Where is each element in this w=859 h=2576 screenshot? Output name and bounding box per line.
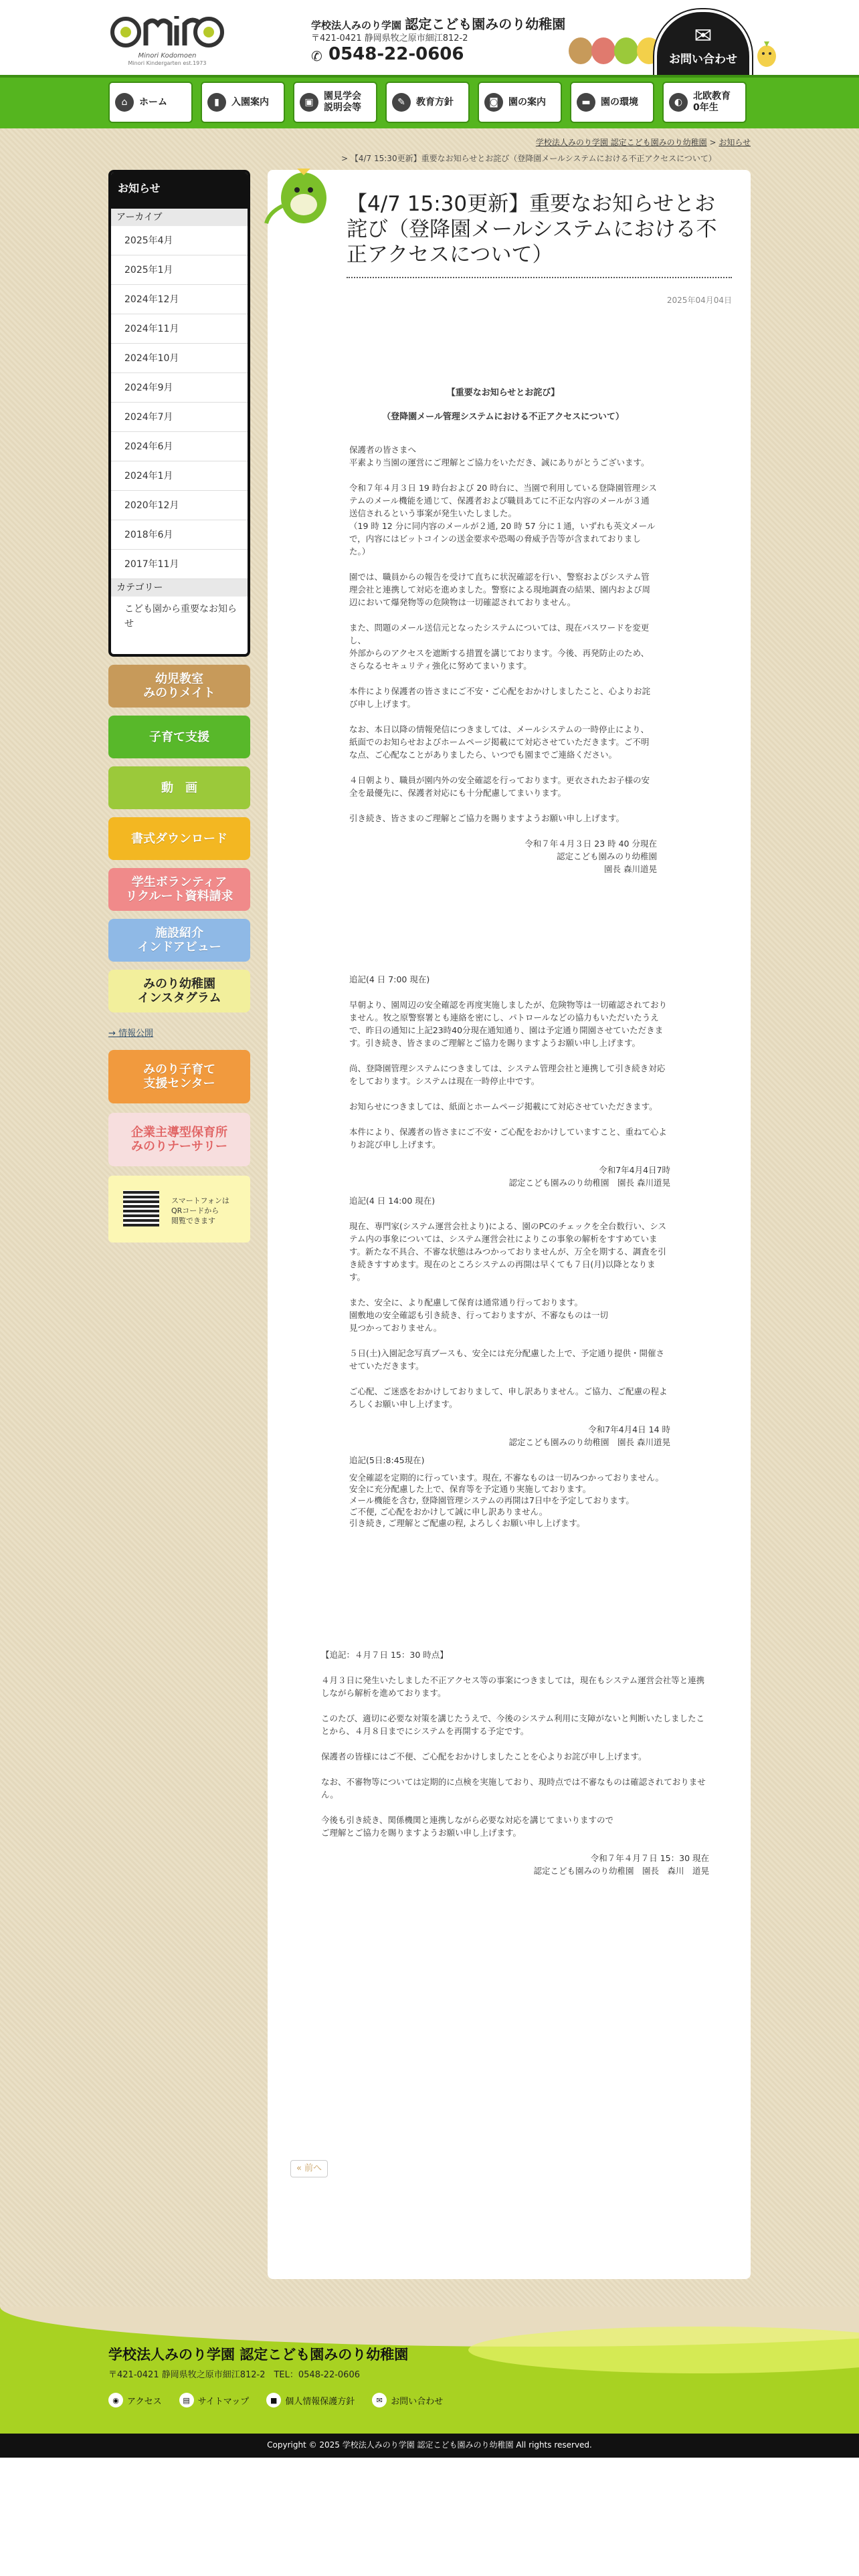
article-body-2 <box>349 973 670 1529</box>
bus-icon: ▣ <box>300 93 318 112</box>
archive-item[interactable]: 2025年1月 <box>111 255 248 285</box>
signature-line: 認定こども園みのり幼稚園 <box>556 851 657 861</box>
signature-2 <box>349 1164 670 1189</box>
signature-5 <box>321 1852 709 1877</box>
article-date: 2025年04月04日 <box>666 296 732 305</box>
archive-item[interactable]: 2025年4月 <box>111 226 248 255</box>
environment-icon: ▬ <box>577 93 595 112</box>
archive-item[interactable]: 2017年11月 <box>111 550 248 579</box>
archive-item[interactable]: 2024年11月 <box>111 314 248 344</box>
copyright: Copyright © 2025 学校法人みのり学園 認定こども園みのり幼稚園 All rights reserved. <box>0 2434 859 2458</box>
archive-item[interactable]: 2024年6月 <box>111 432 248 461</box>
signature-line: 園長 森川道晃 <box>604 864 657 874</box>
logo-mark <box>108 5 226 51</box>
sidebar-banner-3[interactable]: 書式ダウンロード <box>108 817 250 860</box>
qr-text: スマートフォンは QRコードから 閲覧できます <box>171 1196 229 1225</box>
nav-item-1[interactable] <box>201 82 285 123</box>
archive-item[interactable]: 2024年12月 <box>111 285 248 314</box>
article-subheading: （登降園メール管理システムにおける不正アクセスについて） <box>382 412 624 422</box>
sidebar-banner2-1[interactable]: 企業主導型保育所 みのりナーサリー <box>108 1113 250 1166</box>
org-name: 学校法人みのり学園 認定こども園みのり幼稚園 <box>311 16 566 32</box>
nav-item-label: 教育方針 <box>416 96 454 108</box>
footer-link-label: アクセス <box>127 2396 162 2407</box>
nav-item-0[interactable] <box>108 82 193 123</box>
home-icon: ⌂ <box>115 93 134 112</box>
sidebar-banner-6[interactable]: みのり幼稚園 インスタグラム <box>108 970 250 1012</box>
news-widget-title: お知らせ <box>111 173 248 209</box>
breadcrumb-home[interactable]: 学校法人みのり学園 認定こども園みのり幼稚園 <box>535 138 707 147</box>
article-body-3 <box>321 1648 709 1877</box>
footer-address: 〒421-0421 静岡県牧之原市細江812-2 TEL：0548-22-0606 <box>108 2370 360 2380</box>
mascot-icon <box>262 159 336 233</box>
bird-mascot <box>755 39 779 68</box>
signature-line: 令和７年４月７日 15：30 現在 <box>590 1853 709 1863</box>
signature-3 <box>349 1423 670 1448</box>
nav-item-label: 北欧教育 0年生 <box>693 91 731 113</box>
nav-item-3[interactable] <box>385 82 470 123</box>
archive-list <box>111 226 248 579</box>
signature-line: 令和7年4月4日7時 <box>599 1165 670 1175</box>
breadcrumb-parent[interactable]: お知らせ <box>719 138 751 147</box>
paragraph: 本件により保護者の皆さまにご不安・ご心配をおかけしましたこと、心よりお詫び申し上げます。 <box>349 686 651 709</box>
footer-name: 学校法人みのり学園 認定こども園みのり幼稚園 <box>108 2347 409 2363</box>
paragraph: 保護者の皆様にはご不便、ご心配をおかけしましたことを心よりお詫び申し上げます。 <box>321 1751 647 1761</box>
footer-link-3[interactable] <box>372 2393 443 2407</box>
paragraph: ご心配、ご迷惑をおかけしておりまして、申し訳ありません。ご協力、ご配慮の程よろしくお願い申し上げます。 <box>349 1386 668 1409</box>
nav-item-label: 園の案内 <box>508 96 546 108</box>
paragraph: ４月３日に発生いたしました不正アクセス等の事案につきましては，現在もシステム運営会社等と連携しながら解析を進めております。 <box>321 1675 705 1698</box>
article-title: 【4/7 15:30更新】重要なお知らせとお詫び（登降園メールシステムにおける不正アクセスについて） <box>347 192 717 267</box>
sidebar-banner-2[interactable]: 動 画 <box>108 766 250 809</box>
nav-item-5[interactable] <box>570 82 654 123</box>
sidebar-banner-4[interactable]: 学生ボランティア リクルート資料請求 <box>108 868 250 911</box>
building-icon: ◙ <box>484 93 503 112</box>
section-2-heading: 追記(4 日 7:00 現在) <box>349 974 430 984</box>
archive-item[interactable]: 2018年6月 <box>111 520 248 550</box>
paragraph: 引き続き、皆さまのご理解とご協力を賜りますようお願い申し上げます。 <box>349 813 625 823</box>
section-4: 安全確認を定期的に行っています。現在, 不審なものは一切みつかっておりません。 安全に充分配慮した上で、保育等を予定通り実施しております。 メール機能を含む, 登降園管理システムの再開は7日中を予定しております。 ご不便, ご心配をおかけして誠に申し訳ありません。 引き続き, ご理解とご配慮の程, よろしくお願い申し上げます。 <box>349 1473 664 1528</box>
archive-item[interactable]: 2024年10月 <box>111 344 248 373</box>
sun-icon: ◐ <box>669 93 688 112</box>
paragraph: 現在、専門家(システム運営会社より)による、園のPCのチェックを全台数行い、システム内の事象については、システム運営会社によりこの事象の解析をすすめています。新たな不具合、不審な状態はみつかっておりませんが、万全を期する、調査を引き続きすすめます。現在のところシステムの再開は早くても７日(月)以降となります。 <box>349 1221 667 1282</box>
header-address: 〒421-0421 静岡県牧之原市細江812-2 <box>311 33 468 43</box>
section-5 <box>321 1674 709 1839</box>
paragraph: また、問題のメール送信元となったシステムについては、現在パスワードを変更し、 外部からのアクセスを遮断する措置を講じております。今後、再発防止のため、さらなるセキュリティ強化に努めてまいります。 <box>349 623 650 671</box>
qr-box <box>108 1176 250 1243</box>
paragraph: ５日(土)入園記念写真ブースも、安全には充分配慮した上で、予定通り提供・開催させていただきます。 <box>349 1348 665 1371</box>
section-3-heading: 追記(4 日 14:00 現在) <box>349 1196 436 1206</box>
section-4-heading: 追記(5日:8:45現在) <box>349 1455 425 1465</box>
bookmark-icon: ▮ <box>207 93 226 112</box>
paragraph: 令和７年４月３日 19 時台および 20 時台に、当園で利用している登降園管理システムのメール機能を通じて、保護者および職員あてに不正な内容のメールが３通送信されるという事案が発生いたしました。 （19 時 12 分に同内容のメールが２通, 20 時 57 分に１通，いずれも英文メールで，内容にはビットコインの送金要求や恐喝の脅威予告等が含まれておりました。） <box>349 483 657 556</box>
archive-item[interactable]: 2024年7月 <box>111 403 248 432</box>
sidebar-banner-0[interactable]: 幼児教室 みのりメイト <box>108 665 250 708</box>
category-item[interactable]: こども園から重要なお知らせ <box>124 604 237 629</box>
footer-link-label: お問い合わせ <box>391 2396 444 2407</box>
sidebar-banner2-0[interactable]: みのり子育て 支援センター <box>108 1050 250 1103</box>
footer-link-2[interactable] <box>266 2393 355 2407</box>
sitemap-icon: ▤ <box>179 2393 194 2407</box>
footer-link-0[interactable] <box>108 2393 162 2407</box>
site-logo[interactable] <box>108 5 226 67</box>
archive-item[interactable]: 2020年12月 <box>111 491 248 520</box>
sidebar-banner-1[interactable]: 子育て支援 <box>108 716 250 758</box>
nav-item-6[interactable] <box>662 82 747 123</box>
lock-icon: ■ <box>266 2393 281 2407</box>
section-5-heading: 【追記：４月７日 15：30 時点】 <box>321 1650 448 1660</box>
signature-line: 認定こども園みのり幼稚園 園長 森川道晃 <box>508 1437 670 1447</box>
category-heading: カテゴリー <box>111 579 248 597</box>
contact-button[interactable]: ✉ お問い合わせ <box>654 9 752 88</box>
section-3 <box>349 1220 670 1410</box>
header-tel[interactable]: ✆ 0548-22-0606 <box>311 44 464 64</box>
paragraph: なお、不審物等については定期的に点検を実施しており、現時点では不審なものは確認されておりません。 <box>321 1777 706 1800</box>
paragraph: また、安全に、より配慮して保育は通常通り行っております。 園敷地の安全確認も引き続き、行っておりますが、不審なものは一切 見つかっておりません。 <box>349 1297 609 1333</box>
archive-item[interactable]: 2024年9月 <box>111 373 248 403</box>
site-header <box>0 0 859 75</box>
mascot-characters <box>569 37 662 71</box>
nav-item-4[interactable] <box>478 82 562 123</box>
phone-icon: ✆ <box>311 48 322 64</box>
title-divider <box>347 277 732 278</box>
info-public-link[interactable]: → 情報公開 <box>108 1029 154 1039</box>
paragraph: 園では、職員からの報告を受けて直ちに状況確認を行い、警察およびシステム管理会社と連携して対応を進めました。警察による現地調査の結果、園内および周辺において爆発物等の危険物は一切確認されておりません。 <box>349 572 651 607</box>
sidebar-banner-5[interactable]: 施設紹介 インドアビュー <box>108 919 250 962</box>
archive-item[interactable]: 2024年1月 <box>111 461 248 491</box>
nav-item-label: 園の環境 <box>601 96 638 108</box>
footer-link-1[interactable] <box>179 2393 250 2407</box>
logo-subtext: Minori Kindergarten est.1973 <box>128 60 207 66</box>
news-widget <box>108 170 250 657</box>
logo-text: Minori Kodomoen <box>138 52 197 60</box>
nav-item-label: 入園案内 <box>231 96 269 108</box>
mail-icon: ✉ <box>694 23 712 48</box>
pencil-icon: ✎ <box>392 93 411 112</box>
footer-links <box>108 2393 460 2407</box>
paragraph: このたび、適切に必要な対策を講じたうえで、今後のシステム利用に支障がないと判断いたしましたことから、４月８日までにシステムを再開する予定です。 <box>321 1713 705 1736</box>
section-2 <box>349 998 670 1151</box>
breadcrumb-current: > 【4/7 15:30更新】重要なお知らせとお詫び（登降園メールシステムにおける不正アクセスについて） <box>341 154 717 163</box>
footer-link-label: 個人情報保護方針 <box>285 2396 355 2407</box>
nav-item-label: ホーム <box>139 96 167 108</box>
map-pin-icon: ◉ <box>108 2393 123 2407</box>
signature-1 <box>349 837 657 875</box>
breadcrumb: 学校法人みのり学園 認定こども園みのり幼稚園 > お知らせ <box>535 138 751 147</box>
article-heading: 【重要なお知らせとお詫び】 <box>446 388 560 398</box>
footer-link-label: サイトマップ <box>197 2396 250 2407</box>
signature-line: 令和7年4月4日 14 時 <box>588 1424 670 1434</box>
prev-post-button[interactable]: « 前へ <box>290 2160 328 2177</box>
paragraph: 保護者の皆さまへ 平素より当園の運営にご理解とご協力をいただき、誠にありがとうございます。 <box>349 445 650 467</box>
section-1 <box>349 443 657 825</box>
signature-line: 認定こども園みのり幼稚園 園長 森川 道晃 <box>533 1866 709 1876</box>
signature-line: 令和７年４月３日 23 時 40 分現在 <box>524 839 657 849</box>
paragraph: 今後も引き続き、関係機関と連携しながら必要な対応を講じてまいりますので ご理解とご協力を賜りますようお願い申し上げます。 <box>321 1815 614 1838</box>
archive-heading: アーカイブ <box>111 209 248 226</box>
paragraph: 尚、登降園管理システムにつきましては、システム管理会社と連携して引き続き対応をしております。システムは現在一時停止中です。 <box>349 1063 666 1086</box>
paragraph: お知らせにつきましては、紙面とホームページ掲載にて対応させていただきます。 <box>349 1101 658 1111</box>
article-body-1 <box>349 387 657 875</box>
nav-item-2[interactable] <box>293 82 377 123</box>
paragraph: 本件により、保護者の皆さまにご不安・ご心配をおかけしていますこと、重ねて心よりお詫び申し上げます。 <box>349 1127 667 1150</box>
nav-item-label: 園見学会 説明会等 <box>324 91 361 113</box>
qr-code-icon <box>123 1190 159 1226</box>
paragraph: なお、本日以降の情報発信につきましては、メールシステムの一時停止により、紙面でのお知らせおよびホームページ掲載にて対応させていただきます。ご不明な点、ご心配なことがありましたら、いつでも園までご連絡ください。 <box>349 724 650 760</box>
signature-line: 認定こども園みのり幼稚園 園長 森川道晃 <box>508 1178 670 1188</box>
global-nav <box>0 75 859 128</box>
paragraph: ４日朝より、職員が園内外の安全確認を行っております。更衣されたお子様の安全を最優先に、保護者対応にも十分配慮してまいります。 <box>349 775 650 798</box>
mail-icon: ✉ <box>372 2393 387 2407</box>
paragraph: 早朝より、園周辺の安全確認を再度実施しましたが、危険物等は一切確認されておりません。牧之原警察署とも連絡を密にし、パトロールなどの協力もいただいたうえで、昨日の通知に上記23時40分現在通知通り、園は予定通り開園させていただきます。引き続き、皆さまのご理解とご協力を賜りますようお願い申し上げます。 <box>349 1000 668 1048</box>
